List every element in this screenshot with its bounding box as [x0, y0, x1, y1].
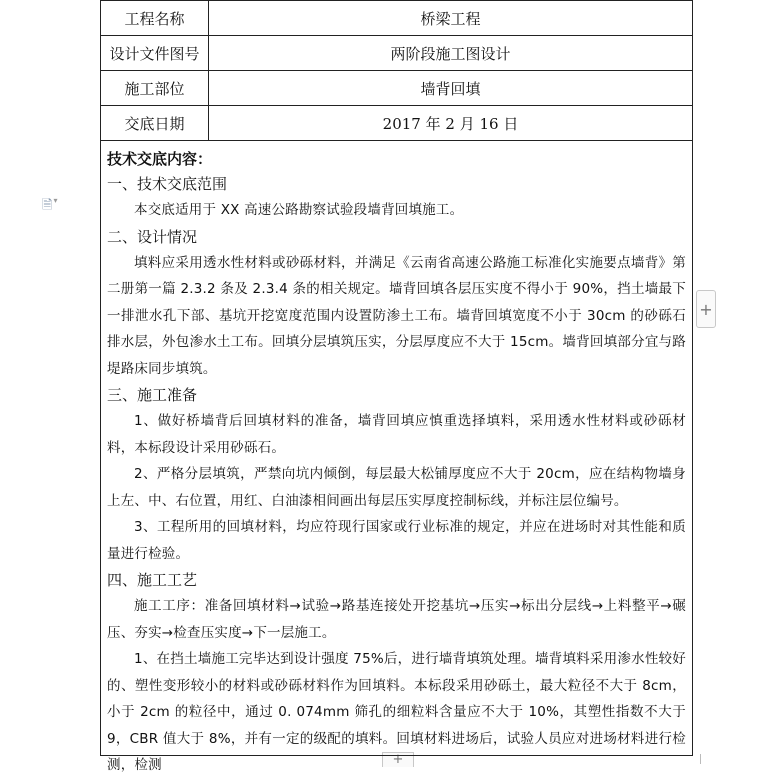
paragraph: 本交底适用于 XX 高速公路勘察试验段墙背回填施工。: [134, 202, 464, 218]
section-title: 二、设计情况: [107, 227, 198, 246]
ruler-tick: [700, 754, 701, 764]
dropdown-arrow-icon[interactable]: ▾: [53, 196, 58, 205]
design-doc-label: 设计文件图号: [101, 36, 209, 71]
table-row: [101, 106, 693, 141]
construction-part-value[interactable]: 墙背回填: [209, 71, 693, 106]
paragraph: 2、严格分层填筑，严禁向坑内倾倒，每层最大松铺厚度应不大于 20cm，应在结构物墙身上左、中、右位置，用红、白油漆相间画出每层压实厚度控制标线，并标注层位编号。: [107, 466, 686, 509]
document-icon[interactable]: 🗎▾: [42, 196, 58, 213]
project-name-label: 工程名称: [101, 1, 209, 36]
section-title: 三、施工准备: [107, 386, 198, 404]
table-row: [101, 71, 693, 106]
disclosure-table: [100, 0, 693, 773]
content-heading: 技术交底内容：: [107, 150, 213, 168]
construction-part-label: 施工部位: [101, 71, 209, 106]
table-row: [101, 36, 693, 71]
table-row: [101, 141, 693, 756]
paragraph: 3、工程所用的回填材料，均应符现行国家或行业标准的规定，并应在进场时对其性能和质量进行检验。: [107, 519, 686, 562]
section-title: 四、施工工艺: [107, 571, 198, 589]
paragraph: 填料应采用透水性材料或砂砾材料，并满足《云南省高速公路施工标准化实施要点墙背》第二册第一篇 2.3.2 条及 2.3.4 条的相关规定。墙背回填各层压实度不得小于 90%，挡土墙最下一排泄水孔下部、基坑开挖宽度范围内设置防渗土工布。墙背回填宽度不小于 30cm 的砂砾石排水层，外包渗水土工布。回填分层填筑压实，分层厚度应不大于 15cm。墙背回填部分宜与路堤路床同步填筑。: [107, 254, 686, 377]
content-cell[interactable]: [101, 141, 693, 773]
paragraph: 施工工序：准备回填材料→试验→路基连接处开挖基坑→压实→标出分层线→上料整平→碾压、夯实→检查压实度→下一层施工。: [107, 598, 686, 641]
section-title: 一、技术交底范围: [107, 175, 228, 193]
project-name-value[interactable]: 桥梁工程: [209, 1, 693, 36]
design-doc-value[interactable]: 两阶段施工图设计: [209, 36, 693, 71]
add-column-button[interactable]: +: [696, 290, 716, 328]
disclosure-date-label: 交底日期: [101, 106, 209, 141]
disclosure-date-value[interactable]: 2017 年 2 月 16 日: [209, 106, 693, 141]
table-row: [101, 1, 693, 36]
paragraph: 1、做好桥墙背后回填材料的准备，墙背回填应慎重选择填料，采用透水性材料或砂砾材料，本标段设计采用砂砾石。: [107, 413, 686, 456]
add-row-button[interactable]: +: [382, 752, 414, 767]
paragraph: 1、在挡土墙施工完毕达到设计强度 75%后，进行墙背填筑处理。墙背填料采用渗水性较好的、塑性变形较小的材料或砂砾材料作为回填料。本标段采用砂砾土，最大粒径不大于 8cm，小于 2cm 的粒径中，通过 0. 074mm 筛孔的细粒料含量应不大于 10%，其塑性指数不大于 9，CBR 值大于 8%，并有一定的级配的填料。回填材料进场后，试验人员应对进场材料进行检测，检测: [107, 651, 686, 773]
